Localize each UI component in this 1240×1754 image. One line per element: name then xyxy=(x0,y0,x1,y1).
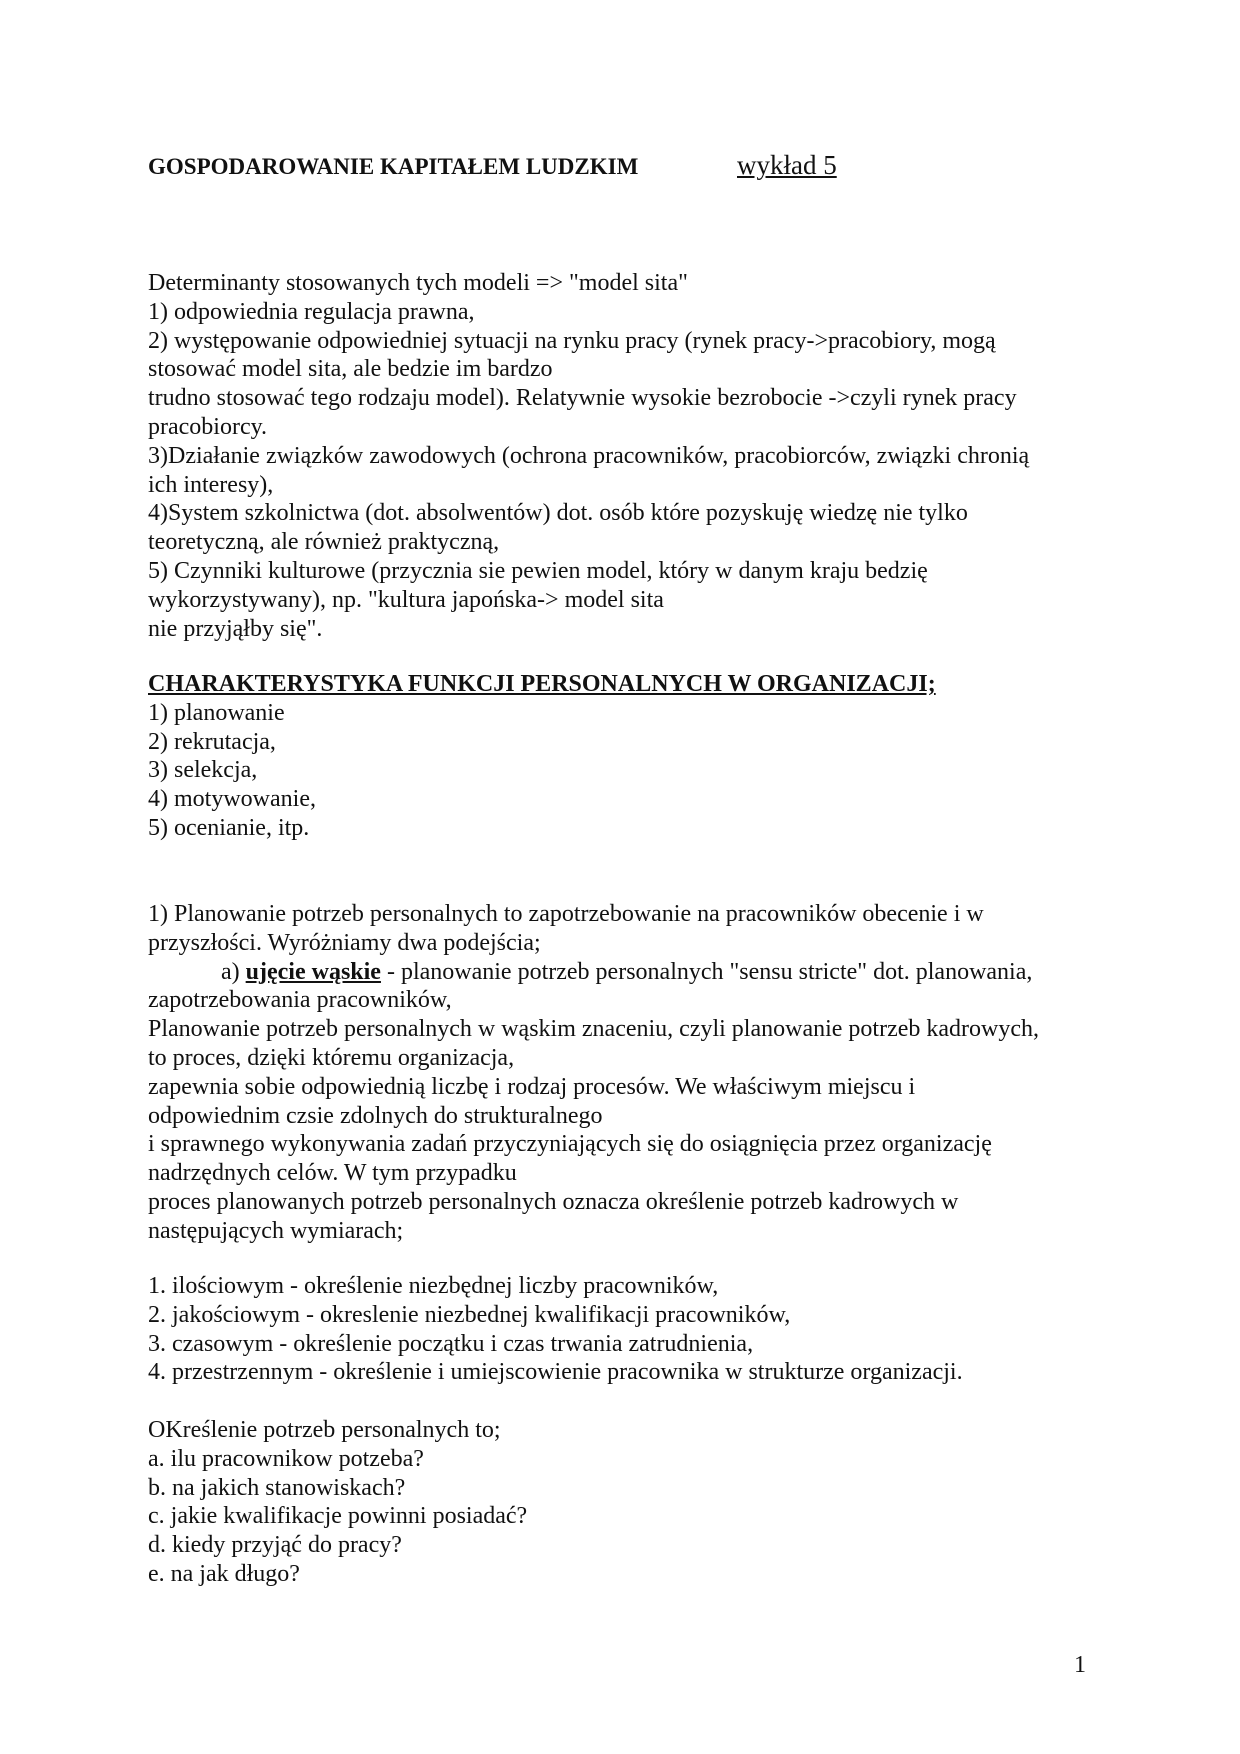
text-line: pracobiorcy. xyxy=(148,413,268,440)
dimensions-list xyxy=(148,1272,963,1387)
list-item: 3. czasowym - określenie początku i czas trwania zatrudnienia, xyxy=(148,1330,754,1357)
approach-a-prefix: a) xyxy=(221,958,246,985)
text-line: przyszłości. Wyróżniamy dwa podejścia; xyxy=(148,929,541,956)
text-line: stosować model sita, ale bedzie im bardzo xyxy=(148,356,553,383)
list-item: a. ilu pracownikow potzeba? xyxy=(148,1445,424,1472)
list-item: 4. przestrzennym - określenie i umiejscowienie pracownika w strukturze organizacji. xyxy=(148,1359,963,1386)
list-item: 4) motywowanie, xyxy=(148,786,316,813)
text-line: nie przyjąłby się". xyxy=(148,615,323,642)
text-line: 4)System szkolnictwa (dot. absolwentów) dot. osób które pozyskuję wiedzę nie tylko xyxy=(148,500,968,527)
text-line: 2) występowanie odpowiedniej sytuacji na rynku pracy (rynek pracy->pracobiory, mogą xyxy=(148,327,996,354)
approach-a-text: - planowanie potrzeb personalnych "sensu stricte" dot. planowania, xyxy=(380,958,1033,985)
text-line: 1) Planowanie potrzeb personalnych to zapotrzebowanie na pracowników obecenie i w xyxy=(148,901,984,927)
text-line: 3)Działanie związków zawodowych (ochrona pracowników, pracobiorców, związki chronią xyxy=(148,442,1030,469)
text-line: teoretyczną, ale również praktyczną, xyxy=(148,529,500,556)
planning-section xyxy=(148,900,1039,1246)
list-item: 1) planowanie xyxy=(148,699,285,726)
text-line: trudno stosować tego rodzaju model). Relatywnie wysokie bezrobocie ->czyli rynek pracy xyxy=(148,385,1017,412)
approach-a-line xyxy=(148,958,1039,987)
questions-section xyxy=(148,1416,527,1589)
text-line: Planowanie potrzeb personalnych w wąskim znaceniu, czyli planowanie potrzeb kadrowych, xyxy=(148,1016,1040,1043)
text-line: ich interesy), xyxy=(148,471,274,498)
document-title: GOSPODAROWANIE KAPITAŁEM LUDZKIM xyxy=(148,154,639,179)
lecture-label: wykład 5 xyxy=(737,150,837,180)
list-item: 2. jakościowym - okreslenie niezbednej kwalifikacji pracowników, xyxy=(148,1301,791,1328)
text-line: następujących wymiarach; xyxy=(148,1217,404,1244)
text-line: 5) Czynniki kulturowe (przycznia sie pewien model, który w danym kraju bedzię xyxy=(148,557,928,584)
list-item: e. na jak długo? xyxy=(148,1560,300,1587)
list-item: b. na jakich stanowiskach? xyxy=(148,1474,406,1501)
list-item: d. kiedy przyjąć do pracy? xyxy=(148,1532,402,1559)
text-line: OKreślenie potrzeb personalnych to; xyxy=(148,1417,501,1443)
text-line: 1) odpowiednia regulacja prawna, xyxy=(148,298,475,325)
list-item: c. jakie kwalifikacje powinni posiadać? xyxy=(148,1503,528,1530)
text-line: zapotrzebowania pracowników, xyxy=(148,987,452,1014)
text-line: zapewnia sobie odpowiednią liczbę i rodzaj procesów. We właściwym miejscu i xyxy=(148,1073,916,1100)
list-item: 5) ocenianie, itp. xyxy=(148,814,310,841)
section-heading: CHARAKTERYSTYKA FUNKCJI PERSONALNYCH W ORGANIZACJI; xyxy=(148,671,936,697)
text-line: nadrzędnych celów. W tym przypadku xyxy=(148,1160,517,1187)
text-line: i sprawnego wykonywania zadań przyczyniających się do osiągnięcia przez organizację xyxy=(148,1131,992,1158)
text-line: Determinanty stosowanych tych modeli => "model sita" xyxy=(148,270,688,296)
text-line: wykorzystywany), np. "kultura japońska-> model sita xyxy=(148,586,664,613)
determinants-section xyxy=(148,269,1029,643)
text-line: proces planowanych potrzeb personalnych oznacza określenie potrzeb kadrowych w xyxy=(148,1188,959,1215)
list-item: 1. ilościowym - określenie niezbędnej liczby pracowników, xyxy=(148,1273,719,1299)
approach-a-term: ujęcie wąskie xyxy=(245,958,381,985)
text-line: odpowiednim czsie zdolnych do strukturalnego xyxy=(148,1102,603,1129)
list-item: 2) rekrutacja, xyxy=(148,728,276,755)
functions-section xyxy=(148,670,936,843)
list-item: 3) selekcja, xyxy=(148,757,258,784)
text-line: to proces, dzięki któremu organizacja, xyxy=(148,1044,515,1071)
page-number: 1 xyxy=(1074,1652,1086,1678)
